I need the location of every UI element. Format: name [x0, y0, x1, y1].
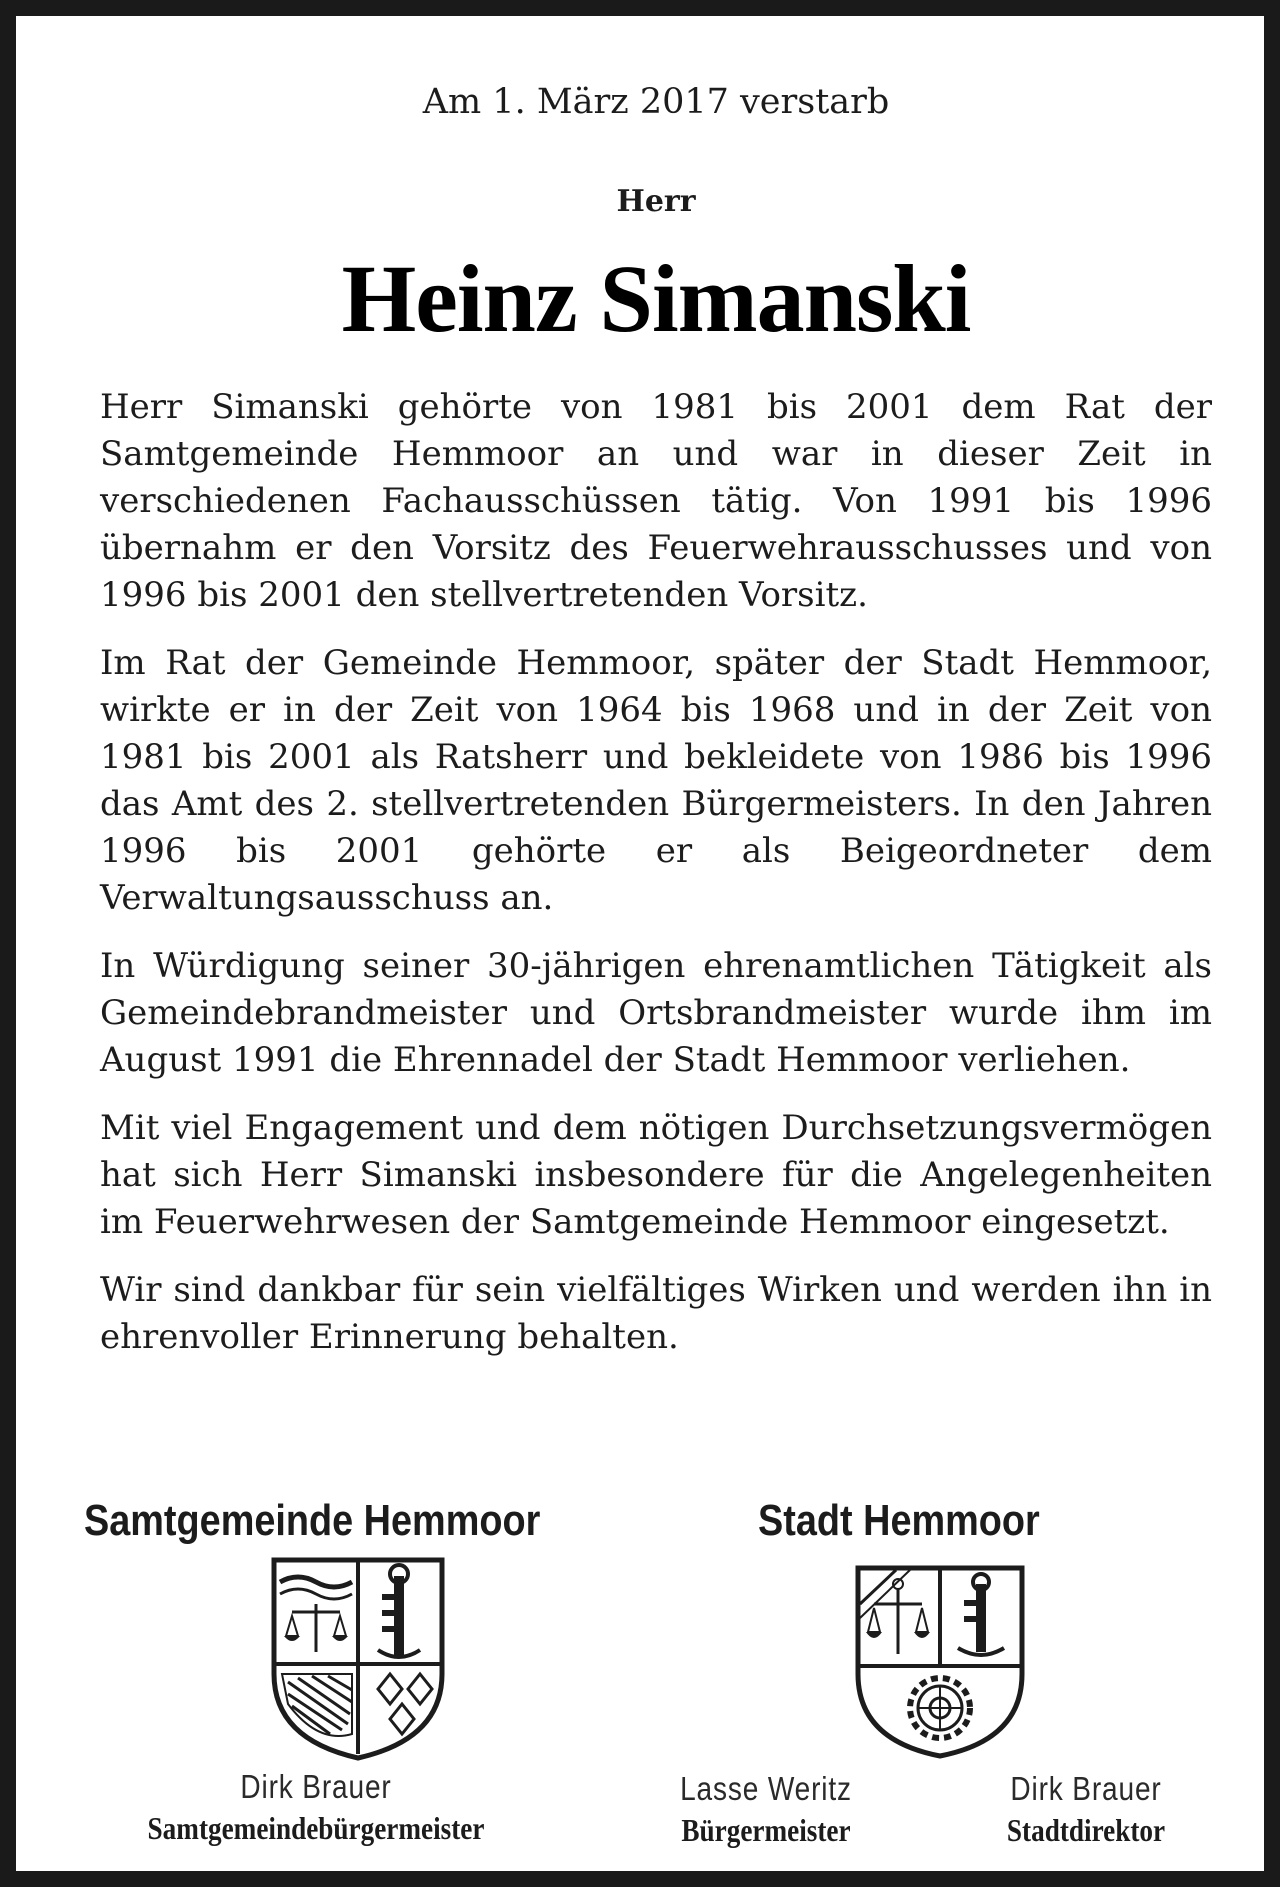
notice-body [100, 384, 1212, 1382]
paragraph-honors: In Würdigung seiner 30-jährigen ehrenamtlichen Tätigkeit als Gemeindebrandmeister und Ortsbrandmeister wurde ihm im August 1991 die Ehrennadel der Stadt Hemmoor verliehen. [100, 946, 1212, 1080]
coat-of-arms-samtgemeinde-icon [268, 1554, 448, 1764]
signatory-name-3: Dirk Brauer [1010, 1770, 1162, 1807]
paragraph-council-samtgemeinde: Herr Simanski gehörte von 1981 bis 2001 dem Rat der Samtgemeinde Hemmoor an und war in dieser Zeit in verschiedenen Fachausschüssen tätig. Von 1991 bis 1996 übernahm er den Vorsitz des Feuerwehrausschusses und von 1996 bis 2001 den stellvertretenden Vorsitz. [100, 387, 1212, 615]
intro-line: Am 1. März 2017 verstarb [422, 82, 890, 122]
paragraph-engagement: Mit viel Engagement und dem nötigen Durchsetzungsvermögen hat sich Herr Simanski insbesondere für die Angelegenheiten im Feuerwehrwesen der Samtgemeinde Hemmoor eingesetzt. [100, 1108, 1212, 1242]
signatory-title-1: Samtgemeindebürgermeister [147, 1810, 485, 1846]
org-samtgemeinde-hemmoor: Samtgemeinde Hemmoor [84, 1496, 541, 1545]
signatory-name-2: Lasse Weritz [680, 1770, 852, 1807]
coat-of-arms-stadt-icon [852, 1562, 1028, 1762]
salutation: Herr [616, 184, 696, 219]
signatory-name-1: Dirk Brauer [240, 1768, 392, 1805]
signatory-title-3: Stadtdirektor [1006, 1812, 1166, 1848]
org-stadt-hemmoor: Stadt Hemmoor [758, 1496, 1040, 1545]
paragraph-gratitude: Wir sind dankbar für sein vielfältiges Wirken und werden ihn in ehrenvoller Erinnerung behalten. [100, 1270, 1212, 1357]
paragraph-council-stadt: Im Rat der Gemeinde Hemmoor, später der Stadt Hemmoor, wirkte er in der Zeit von 1964 bis 1968 und in der Zeit von 1981 bis 2001 als Ratsherr und bekleidete von 1986 bis 1996 das Amt des 2. stellvertretenden Bürgermeisters. In den Jahren 1996 bis 2001 gehörte er als Beigeordneter dem Verwaltungsausschuss an. [100, 643, 1212, 918]
signatory-title-2: Bürgermeister [681, 1812, 851, 1848]
deceased-name: Heinz Simanski [341, 245, 971, 352]
